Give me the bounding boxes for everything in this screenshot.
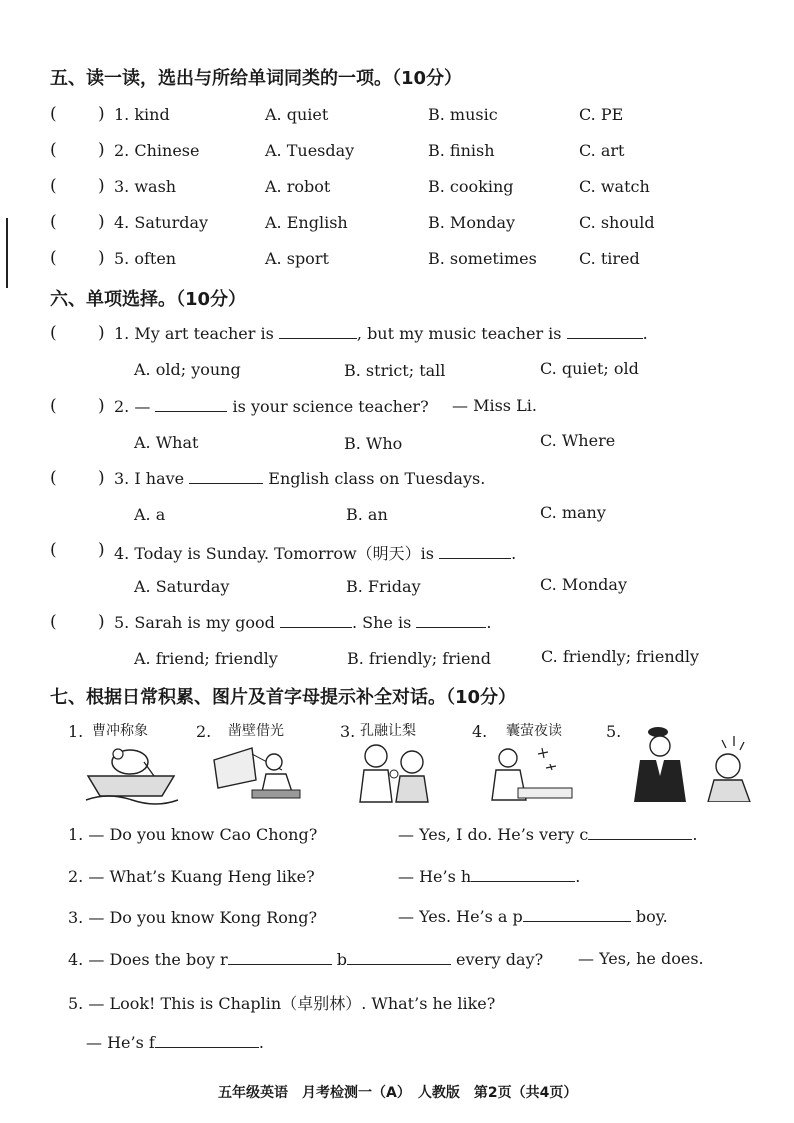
dialogue-answer bbox=[398, 907, 668, 926]
question-text: . bbox=[511, 544, 517, 563]
answer-paren-close: ) bbox=[98, 323, 105, 343]
picture-caption: 曹冲称象 bbox=[92, 723, 148, 739]
question-text: 5. Sarah is my good bbox=[114, 613, 275, 632]
dialogue-answer bbox=[398, 867, 580, 886]
question-stem bbox=[114, 469, 485, 488]
answer-paren-open: ( bbox=[50, 396, 57, 416]
question-text: 4. Today is Sunday. Tomorrow（明天）is bbox=[114, 544, 434, 563]
answer-blank bbox=[439, 544, 511, 559]
word-item: 3. wash bbox=[114, 177, 177, 196]
dialogue-answer-text: . bbox=[575, 867, 581, 886]
answer-paren-open: ( bbox=[50, 104, 57, 124]
option-c: C. watch bbox=[579, 177, 650, 196]
kuang-heng-studying-illustration bbox=[212, 740, 308, 806]
answer-blank bbox=[567, 324, 643, 339]
answer-paren-close: ) bbox=[98, 104, 105, 124]
answer-blank bbox=[279, 324, 357, 339]
page-footer: 五年级英语 月考检测一（A） 人教版 第2页（共4页） bbox=[218, 1085, 578, 1101]
answer-paren-close: ) bbox=[98, 612, 105, 632]
word-item: 1. kind bbox=[114, 105, 170, 124]
question-text: . bbox=[486, 613, 492, 632]
word-item: 5. often bbox=[114, 249, 177, 268]
dialogue-question-text: every day? bbox=[456, 950, 544, 969]
option-b: B. finish bbox=[428, 141, 495, 160]
answer-text: — Miss Li. bbox=[452, 396, 537, 415]
answer-paren-close: ) bbox=[98, 540, 105, 560]
dialogue-answer bbox=[398, 825, 697, 844]
option-c: C. Monday bbox=[540, 575, 627, 594]
option-a: A. robot bbox=[265, 177, 331, 196]
option-c: C. PE bbox=[579, 105, 624, 124]
option-b: B. music bbox=[428, 105, 498, 124]
option-b: B. sometimes bbox=[428, 249, 537, 268]
dialogue-question-text: 4. — Does the boy r bbox=[68, 950, 228, 969]
option-a: A. friend; friendly bbox=[134, 649, 278, 668]
answer-paren-open: ( bbox=[50, 212, 57, 232]
option-b: B. Friday bbox=[346, 577, 421, 596]
question-text: 1. My art teacher is bbox=[114, 324, 274, 343]
answer-blank bbox=[347, 950, 451, 965]
answer-blank bbox=[155, 397, 227, 412]
option-c: C. Where bbox=[540, 431, 616, 450]
section-5-title: 五、读一读，选出与所给单词同类的一项。（10分） bbox=[50, 68, 463, 89]
word-item: 4. Saturday bbox=[114, 213, 209, 232]
option-a: A. Tuesday bbox=[265, 141, 355, 160]
picture-caption: 凿壁借光 bbox=[228, 723, 284, 739]
answer-paren-close: ) bbox=[98, 176, 105, 196]
option-a: A. Saturday bbox=[134, 577, 230, 596]
question-text: 2. — bbox=[114, 397, 151, 416]
answer-paren-open: ( bbox=[50, 248, 57, 268]
answer-blank bbox=[588, 825, 692, 840]
dialogue-question bbox=[68, 950, 543, 969]
dialogue-answer-text: — He’s h bbox=[398, 867, 472, 886]
option-c: C. tired bbox=[579, 249, 640, 268]
option-b: B. Monday bbox=[428, 213, 516, 232]
option-a: A. quiet bbox=[265, 105, 329, 124]
answer-blank bbox=[280, 613, 352, 628]
answer-paren-open: ( bbox=[50, 540, 57, 560]
dialogue-answer-text: — He’s f bbox=[86, 1033, 155, 1052]
answer-paren-close: ) bbox=[98, 140, 105, 160]
dialogue-question: 3. — Do you know Kong Rong? bbox=[68, 908, 318, 927]
question-text: . bbox=[642, 324, 648, 343]
option-b: B. an bbox=[346, 505, 388, 524]
picture-number: 4. bbox=[472, 722, 488, 741]
question-stem bbox=[114, 324, 648, 343]
answer-paren-close: ) bbox=[98, 248, 105, 268]
answer-paren-close: ) bbox=[98, 396, 105, 416]
option-a: A. What bbox=[134, 433, 199, 452]
answer-paren-open: ( bbox=[50, 468, 57, 488]
dialogue-question-text: b bbox=[336, 950, 347, 969]
option-c: C. should bbox=[579, 213, 655, 232]
dialogue-answer: — Yes, he does. bbox=[578, 949, 704, 968]
option-c: C. art bbox=[579, 141, 625, 160]
dialogue-answer-text: boy. bbox=[635, 907, 668, 926]
kong-rong-pear-illustration bbox=[352, 740, 442, 808]
answer-paren-open: ( bbox=[50, 140, 57, 160]
option-a: A. sport bbox=[265, 249, 329, 268]
answer-paren-close: ) bbox=[98, 212, 105, 232]
dialogue-question: 1. — Do you know Cao Chong? bbox=[68, 825, 318, 844]
answer-paren-open: ( bbox=[50, 176, 57, 196]
answer-paren-open: ( bbox=[50, 612, 57, 632]
section-6-title: 六、单项选择。（10分） bbox=[50, 289, 247, 310]
picture-caption: 囊萤夜读 bbox=[506, 723, 562, 739]
question-text: . She is bbox=[351, 613, 412, 632]
answer-blank bbox=[189, 469, 263, 484]
picture-number: 2. bbox=[196, 722, 212, 741]
question-stem bbox=[114, 397, 429, 416]
answer-blank bbox=[471, 867, 575, 882]
question-stem bbox=[114, 613, 492, 632]
section-7-title: 七、根据日常积累、图片及首字母提示补全对话。（10分） bbox=[50, 687, 517, 708]
cao-chong-boat-illustration bbox=[84, 740, 180, 806]
picture-number: 3. bbox=[340, 722, 356, 741]
answer-blank bbox=[155, 1033, 259, 1048]
dialogue-question: 5. — Look! This is Chaplin（卓别林）. What’s he like? bbox=[68, 994, 496, 1013]
question-stem bbox=[114, 541, 516, 564]
answer-paren-close: ) bbox=[98, 468, 105, 488]
option-a: A. a bbox=[134, 505, 166, 524]
answer-blank bbox=[523, 907, 631, 922]
option-c: C. quiet; old bbox=[540, 359, 639, 378]
dialogue-answer bbox=[86, 1033, 264, 1052]
dialogue-answer-text: . bbox=[258, 1033, 264, 1052]
question-text: English class on Tuesdays. bbox=[268, 469, 486, 488]
option-b: B. cooking bbox=[428, 177, 514, 196]
dialogue-answer-text: . bbox=[692, 825, 698, 844]
answer-blank bbox=[416, 613, 486, 628]
word-item: 2. Chinese bbox=[114, 141, 200, 160]
question-text: is your science teacher? bbox=[232, 397, 429, 416]
picture-number: 5. bbox=[606, 722, 622, 741]
option-a: A. English bbox=[265, 213, 348, 232]
option-b: B. Who bbox=[344, 434, 403, 453]
answer-blank bbox=[228, 950, 332, 965]
option-b: B. friendly; friend bbox=[347, 649, 491, 668]
option-b: B. strict; tall bbox=[344, 361, 446, 380]
binding-margin-mark bbox=[6, 218, 16, 288]
dialogue-answer-text: — Yes. He’s a p bbox=[398, 907, 523, 926]
picture-caption: 孔融让梨 bbox=[360, 723, 416, 739]
chaplin-illustration bbox=[630, 726, 758, 802]
question-text: , but my music teacher is bbox=[356, 324, 562, 343]
picture-number: 1. bbox=[68, 722, 84, 741]
question-text: 3. I have bbox=[114, 469, 185, 488]
dialogue-answer-text: — Yes, I do. He’s very c bbox=[398, 825, 589, 844]
che-yin-firefly-reading-illustration bbox=[488, 740, 578, 806]
option-c: C. friendly; friendly bbox=[541, 647, 700, 666]
dialogue-question: 2. — What’s Kuang Heng like? bbox=[68, 867, 315, 886]
answer-paren-open: ( bbox=[50, 323, 57, 343]
option-a: A. old; young bbox=[134, 360, 241, 379]
option-c: C. many bbox=[540, 503, 606, 522]
